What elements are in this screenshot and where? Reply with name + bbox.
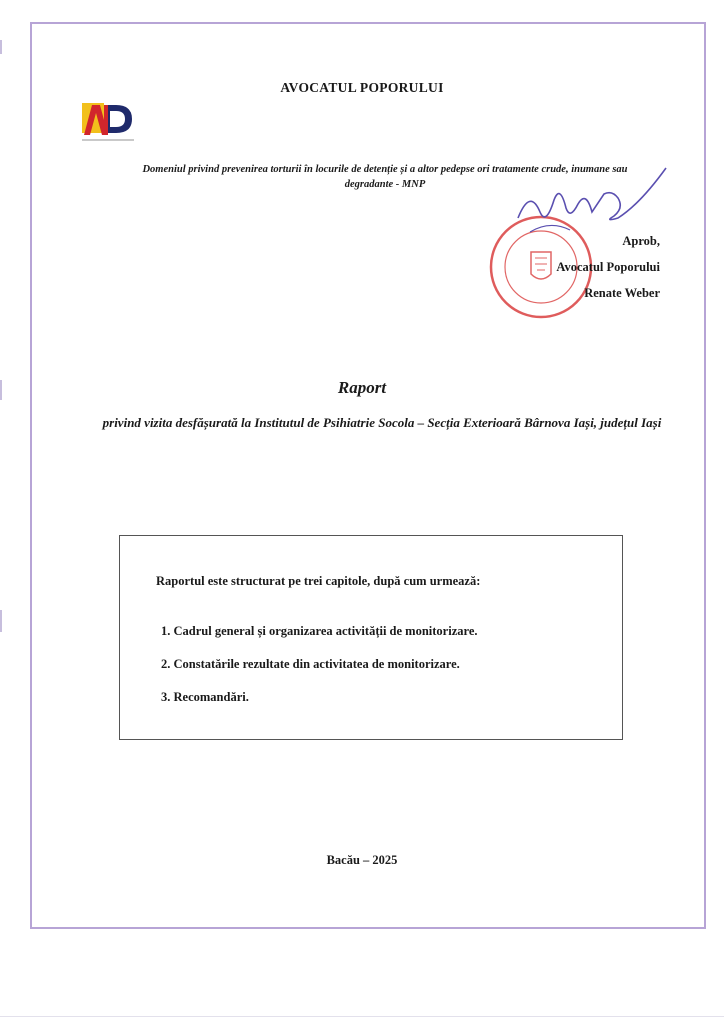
chapter-item: 2. Constatările rezultate din activitatea de monitorizare.	[161, 657, 460, 671]
approval-block	[520, 228, 660, 306]
place-and-year: Bacău – 2025	[326, 853, 398, 867]
approval-label: Aprob,	[622, 234, 660, 248]
edge-mark	[0, 40, 2, 54]
structure-intro: Raportul este structurat pe trei capitole, după cum urmează:	[156, 574, 481, 588]
edge-mark	[0, 610, 2, 632]
approval-role: Avocatul Poporului	[556, 260, 660, 274]
institution-title: AVOCATUL POPORULUI	[280, 80, 444, 95]
chapter-item: 3. Recomandări.	[161, 690, 249, 704]
report-title: Raport	[337, 378, 387, 397]
domain-description: Domeniul privind prevenirea torturii în locurile de detenție și a altor pedepse ori tratamente crude, inumane sau degradante - MNP	[142, 164, 628, 190]
page-frame	[30, 22, 706, 929]
institution-logo-icon	[78, 99, 138, 145]
approval-name: Renate Weber	[584, 286, 660, 300]
report-subtitle: privind vizita desfășurată la Institutul de Psihiatrie Socola – Secția Exterioară Bârnova Iași, județul Iași	[102, 415, 662, 430]
structure-box	[119, 535, 623, 740]
chapter-item: 1. Cadrul general și organizarea activității de monitorizare.	[161, 624, 478, 638]
scan-line	[0, 1016, 724, 1017]
